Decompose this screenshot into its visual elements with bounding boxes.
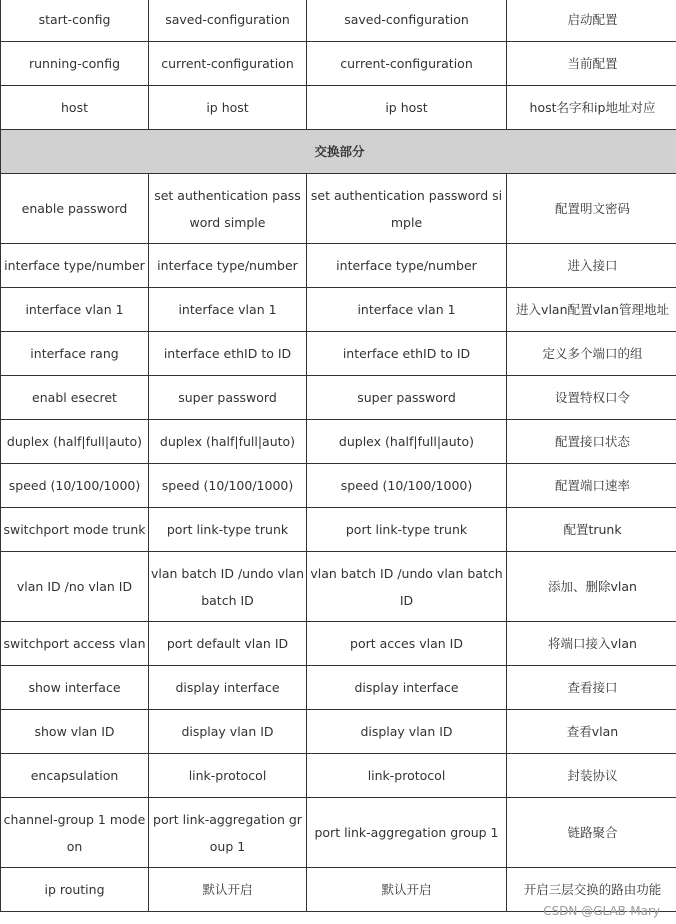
table-cell: set authentication password simple [149, 174, 307, 244]
table-cell: super password [307, 376, 507, 420]
table-cell: 配置接口状态 [507, 420, 676, 464]
table-cell: interface vlan 1 [307, 288, 507, 332]
table-cell: 添加、删除vlan [507, 552, 676, 622]
table-cell: display vlan ID [307, 710, 507, 754]
table-row [1, 42, 676, 86]
table-cell: duplex (half|full|auto) [1, 420, 149, 464]
table-cell: enable password [1, 174, 149, 244]
table-cell: port default vlan ID [149, 622, 307, 666]
table-cell: 默认开启 [149, 868, 307, 912]
table-row [1, 508, 676, 552]
table-cell: current-configuration [149, 42, 307, 86]
table-cell: interface ethID to ID [307, 332, 507, 376]
table-cell: current-configuration [307, 42, 507, 86]
section-header-row [1, 130, 676, 174]
table-cell: 进入接口 [507, 244, 676, 288]
table-cell: saved-configuration [307, 0, 507, 42]
table-cell: port acces vlan ID [307, 622, 507, 666]
table-cell: 启动配置 [507, 0, 676, 42]
table-cell: 定义多个端口的组 [507, 332, 676, 376]
table-cell: interface vlan 1 [1, 288, 149, 332]
table-cell: vlan batch ID /undo vlan batch ID [149, 552, 307, 622]
table-cell: ip host [307, 86, 507, 130]
table-cell: link-protocol [149, 754, 307, 798]
table-cell: port link-aggregation group 1 [307, 798, 507, 868]
table-cell: 链路聚合 [507, 798, 676, 868]
table-row [1, 376, 676, 420]
table-cell: interface vlan 1 [149, 288, 307, 332]
table-cell: speed (10/100/1000) [1, 464, 149, 508]
table-row [1, 710, 676, 754]
table-cell: speed (10/100/1000) [149, 464, 307, 508]
table-cell: port link-aggregation group 1 [149, 798, 307, 868]
table-cell: port link-type trunk [307, 508, 507, 552]
table-cell: interface ethID to ID [149, 332, 307, 376]
table-cell: display interface [307, 666, 507, 710]
table-cell: set authentication password simple [307, 174, 507, 244]
table-cell: enabl esecret [1, 376, 149, 420]
table-row [1, 464, 676, 508]
table-cell: 默认开启 [307, 868, 507, 912]
table-cell: vlan batch ID /undo vlan batch ID [307, 552, 507, 622]
table-cell: channel-group 1 mode on [1, 798, 149, 868]
table-row [1, 244, 676, 288]
table-row [1, 552, 676, 622]
section-title: 交换部分 [1, 130, 676, 174]
table-cell: switchport mode trunk [1, 508, 149, 552]
table-row [1, 332, 676, 376]
table-cell: display vlan ID [149, 710, 307, 754]
table-cell: interface type/number [149, 244, 307, 288]
watermark-text: CSDN @GLAB-Mary [543, 904, 660, 918]
table-cell: 进入vlan配置vlan管理地址 [507, 288, 676, 332]
table-row [1, 622, 676, 666]
table-cell: ip host [149, 86, 307, 130]
table-cell: host [1, 86, 149, 130]
table-cell: 查看接口 [507, 666, 676, 710]
table-cell: interface rang [1, 332, 149, 376]
table-cell: ip routing [1, 868, 149, 912]
table-cell: super password [149, 376, 307, 420]
table-cell: duplex (half|full|auto) [149, 420, 307, 464]
table-cell: speed (10/100/1000) [307, 464, 507, 508]
table-row [1, 754, 676, 798]
table-row [1, 0, 676, 42]
table-row [1, 288, 676, 332]
table-cell: 当前配置 [507, 42, 676, 86]
table-row [1, 666, 676, 710]
table-cell: display interface [149, 666, 307, 710]
table-cell: link-protocol [307, 754, 507, 798]
table-cell: 设置特权口令 [507, 376, 676, 420]
table-cell: 配置端口速率 [507, 464, 676, 508]
table-cell: 配置明文密码 [507, 174, 676, 244]
table-cell: 将端口接入vlan [507, 622, 676, 666]
table-cell: duplex (half|full|auto) [307, 420, 507, 464]
table-cell: 配置trunk [507, 508, 676, 552]
table-cell: 开启三层交换的路由功能 [507, 868, 676, 912]
table-row [1, 174, 676, 244]
table-row [1, 86, 676, 130]
table-cell: switchport access vlan [1, 622, 149, 666]
table-cell: host名字和ip地址对应 [507, 86, 676, 130]
table-cell: interface type/number [1, 244, 149, 288]
table-cell: encapsulation [1, 754, 149, 798]
table-cell: start-config [1, 0, 149, 42]
table-cell: 封装协议 [507, 754, 676, 798]
table-cell: running-config [1, 42, 149, 86]
table-cell: port link-type trunk [149, 508, 307, 552]
table-cell: show vlan ID [1, 710, 149, 754]
table-row [1, 798, 676, 868]
table-cell: saved-configuration [149, 0, 307, 42]
table-row [1, 420, 676, 464]
table-cell: vlan ID /no vlan ID [1, 552, 149, 622]
table-cell: show interface [1, 666, 149, 710]
table-cell: 查看vlan [507, 710, 676, 754]
table-cell: interface type/number [307, 244, 507, 288]
